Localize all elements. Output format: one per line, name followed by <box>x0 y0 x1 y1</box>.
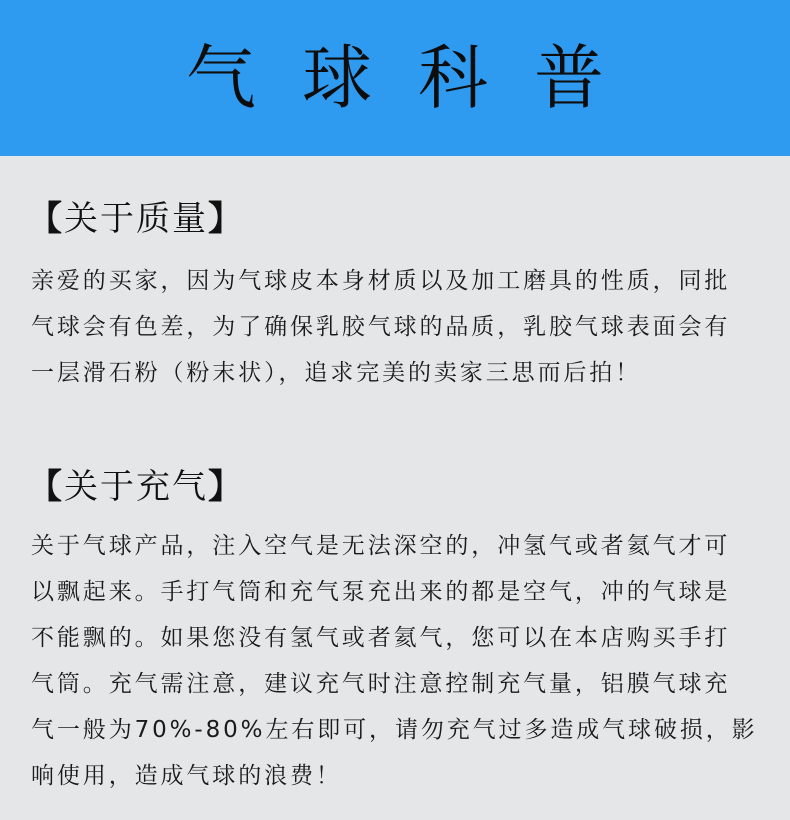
section-heading-quality <box>28 198 244 240</box>
paragraph-line: 气一般为70%-80%左右即可，请勿充气过多造成气球破损，影 <box>31 717 758 743</box>
paragraph-line: 响使用，造成气球的浪费！ <box>31 763 342 789</box>
inflation-paragraph <box>31 523 759 799</box>
section-heading-inflation <box>28 466 244 508</box>
heading-open-bracket: 【 <box>28 467 64 507</box>
paragraph-line: 气球会有色差，为了确保乳胶气球的品质，乳胶气球表面会有 <box>31 314 731 340</box>
page-title: 气球科普 <box>186 37 650 119</box>
paragraph-line: 亲爱的买家，因为气球皮本身材质以及加工磨具的性质，同批 <box>31 268 731 294</box>
heading-open-bracket: 【 <box>28 199 64 239</box>
paragraph-line: 气筒。充气需注意，建议充气时注意控制充气量，铝膜气球充 <box>31 671 731 697</box>
heading-close-bracket: 】 <box>208 467 244 507</box>
heading-close-bracket: 】 <box>208 199 244 239</box>
paragraph-line: 以飘起来。手打气筒和充气泵充出来的都是空气，冲的气球是 <box>31 579 731 605</box>
heading-text: 关于充气 <box>64 467 208 507</box>
paragraph-line: 一层滑石粉（粉末状），追求完美的卖家三思而后拍！ <box>31 360 642 386</box>
title-banner <box>0 0 790 156</box>
paragraph-line: 不能飘的。如果您没有氢气或者氦气，您可以在本店购买手打 <box>31 625 731 651</box>
quality-paragraph <box>31 258 759 396</box>
paragraph-line: 关于气球产品，注入空气是无法深空的，冲氢气或者氦气才可 <box>31 533 731 559</box>
heading-text: 关于质量 <box>64 199 208 239</box>
